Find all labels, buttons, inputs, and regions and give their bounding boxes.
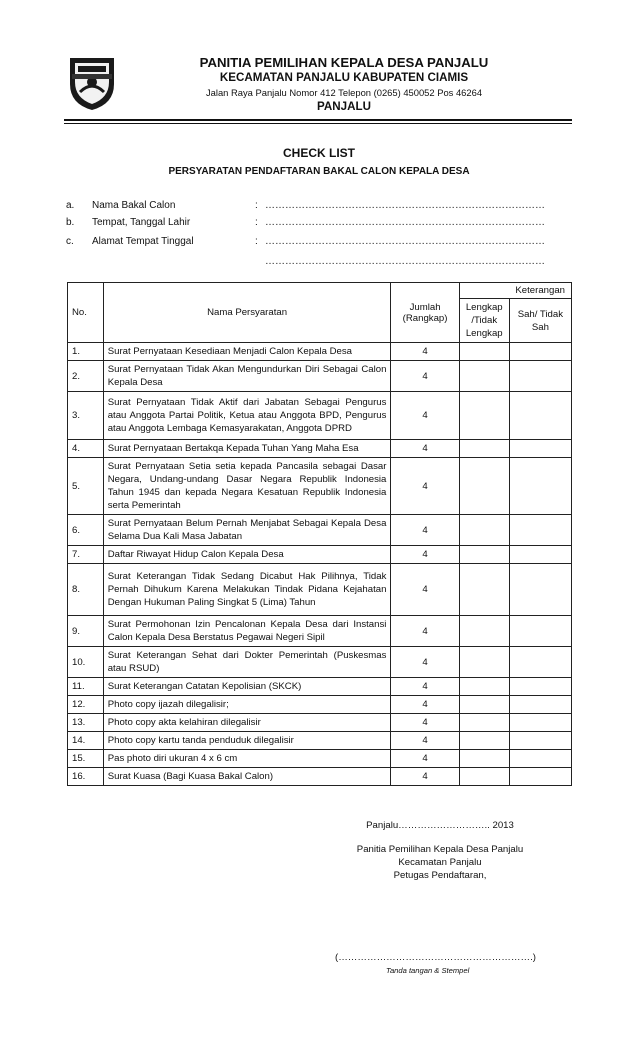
table-row (68, 750, 572, 768)
lengkap-check-cell[interactable] (459, 343, 509, 361)
sah-check-cell[interactable] (509, 392, 571, 440)
requirement-jumlah: 4 (391, 750, 459, 768)
table-row (68, 440, 572, 458)
row-number: 6. (68, 515, 104, 546)
row-number: 15. (68, 750, 104, 768)
requirement-jumlah: 4 (391, 564, 459, 616)
field-dots: ………………………………………………………………………… (265, 236, 545, 247)
requirement-name: Surat Pernyataan Kesediaan Menjadi Calon Kepala Desa (103, 343, 391, 361)
header-rule-thin (64, 123, 572, 124)
requirements-table (67, 282, 572, 786)
sah-check-cell[interactable] (509, 440, 571, 458)
requirement-name: Surat Pernyataan Tidak Akan Mengundurkan Diri Sebagai Calon Kepala Desa (103, 361, 391, 392)
footer-date: Panjalu……………………….. 2013 (366, 820, 514, 831)
field-letter: b. (66, 217, 75, 228)
table-row (68, 546, 572, 564)
lengkap-check-cell[interactable] (459, 647, 509, 678)
requirement-jumlah: 4 (391, 732, 459, 750)
requirement-jumlah: 4 (391, 392, 459, 440)
requirement-jumlah: 4 (391, 440, 459, 458)
document-title: CHECK LIST (283, 146, 355, 160)
row-number: 10. (68, 647, 104, 678)
table-row (68, 616, 572, 647)
field-letter: c. (66, 236, 74, 247)
row-number: 14. (68, 732, 104, 750)
requirement-name: Photo copy ijazah dilegalisir; (103, 696, 391, 714)
requirement-jumlah: 4 (391, 515, 459, 546)
lengkap-check-cell[interactable] (459, 768, 509, 786)
sah-check-cell[interactable] (509, 343, 571, 361)
table-row (68, 768, 572, 786)
sah-check-cell[interactable] (509, 696, 571, 714)
field-nama[interactable] (66, 200, 545, 211)
table-row (68, 678, 572, 696)
row-number: 3. (68, 392, 104, 440)
sah-check-cell[interactable] (509, 750, 571, 768)
requirement-jumlah: 4 (391, 678, 459, 696)
field-alamat-continuation: ………………………………………………………………………… (265, 256, 545, 267)
row-number: 9. (68, 616, 104, 647)
signature-line[interactable]: (…………………………………………………….) (335, 952, 536, 963)
header-address: Jalan Raya Panjalu Nomor 412 Telepon (0265) 450052 Pos 46264 (205, 87, 483, 98)
table-header-row (68, 283, 572, 299)
table-row (68, 714, 572, 732)
header-title: PANITIA PEMILIHAN KEPALA DESA PANJALU (199, 55, 489, 70)
sah-check-cell[interactable] (509, 564, 571, 616)
requirement-jumlah: 4 (391, 546, 459, 564)
requirement-name: Pas photo diri ukuran 4 x 6 cm (103, 750, 391, 768)
row-number: 8. (68, 564, 104, 616)
col-header-name: Nama Persyaratan (103, 283, 391, 343)
lengkap-check-cell[interactable] (459, 440, 509, 458)
sah-check-cell[interactable] (509, 458, 571, 515)
footer-org-2: Kecamatan Panjalu (398, 857, 482, 868)
sah-check-cell[interactable] (509, 768, 571, 786)
lengkap-check-cell[interactable] (459, 458, 509, 515)
lengkap-check-cell[interactable] (459, 714, 509, 732)
requirement-jumlah: 4 (391, 714, 459, 732)
lengkap-check-cell[interactable] (459, 361, 509, 392)
row-number: 16. (68, 768, 104, 786)
table-row (68, 458, 572, 515)
row-number: 2. (68, 361, 104, 392)
document-subtitle: PERSYARATAN PENDAFTARAN BAKAL CALON KEPALA DESA (168, 166, 470, 177)
lengkap-check-cell[interactable] (459, 750, 509, 768)
col-header-lengkap: Lengkap /Tidak Lengkap (459, 299, 509, 343)
lengkap-check-cell[interactable] (459, 392, 509, 440)
requirement-name: Surat Kuasa (Bagi Kuasa Bakal Calon) (103, 768, 391, 786)
field-label: Tempat, Tanggal Lahir (92, 217, 191, 228)
requirement-name: Surat Keterangan Tidak Sedang Dicabut Hak Pilihnya, Tidak Pernah Dihukum Karena Melakukan Tindak Pidana Kejahatan Dengan Hukuman Paling Singkat 5 (Lima) Tahun (103, 564, 391, 616)
field-label: Nama Bakal Calon (92, 200, 176, 211)
requirement-name: Surat Pernyataan Tidak Aktif dari Jabatan Sebagai Pengurus atau Anggota Partai Politik, Ketua atau Anggota BPD, Pengurus atau Anggota Lembaga Kemasyarakatan, Anggota DPRD (103, 392, 391, 440)
row-number: 13. (68, 714, 104, 732)
requirement-jumlah: 4 (391, 696, 459, 714)
sah-check-cell[interactable] (509, 361, 571, 392)
requirement-name: Surat Pernyataan Belum Pernah Menjabat Sebagai Kepala Desa Selama Dua Kali Masa Jabatan (103, 515, 391, 546)
requirement-jumlah: 4 (391, 647, 459, 678)
sah-check-cell[interactable] (509, 515, 571, 546)
col-header-sah: Sah/ Tidak Sah (509, 299, 571, 343)
field-colon: : (255, 217, 258, 228)
footer-org-3: Petugas Pendaftaran, (393, 870, 487, 881)
col-header-keterangan: Keterangan (459, 283, 571, 299)
requirement-name: Surat Pernyataan Setia setia kepada Pancasila sebagai Dasar Negara, Undang-undang Dasar Negara Republik Indonesia Tahun 1945 dan kepada Negara Kesatuan Republik Indonesia serta Pemerintah (103, 458, 391, 515)
requirement-jumlah: 4 (391, 343, 459, 361)
lengkap-check-cell[interactable] (459, 616, 509, 647)
requirement-jumlah: 4 (391, 361, 459, 392)
requirement-jumlah: 4 (391, 768, 459, 786)
field-alamat[interactable] (66, 236, 545, 247)
requirement-name: Surat Keterangan Catatan Kepolisian (SKCK) (103, 678, 391, 696)
requirement-name: Photo copy akta kelahiran dilegalisir (103, 714, 391, 732)
requirement-name: Surat Permohonan Izin Pencalonan Kepala Desa dari Instansi Calon Kepala Desa Berstatus Pegawai Negeri Sipil (103, 616, 391, 647)
table-row (68, 564, 572, 616)
lengkap-check-cell[interactable] (459, 564, 509, 616)
table-row (68, 361, 572, 392)
requirement-name: Surat Keterangan Sehat dari Dokter Pemerintah (Puskesmas atau RSUD) (103, 647, 391, 678)
field-letter: a. (66, 200, 75, 211)
signature-note: Tanda tangan & Stempel (386, 966, 470, 975)
lengkap-check-cell[interactable] (459, 696, 509, 714)
row-number: 12. (68, 696, 104, 714)
header-rule-thick (64, 119, 572, 121)
header-city: PANJALU (317, 100, 371, 113)
table-row (68, 343, 572, 361)
lengkap-check-cell[interactable] (459, 678, 509, 696)
col-header-no: No. (68, 283, 104, 343)
field-label: Alamat Tempat Tinggal (92, 236, 194, 247)
sah-check-cell[interactable] (509, 616, 571, 647)
row-number: 5. (68, 458, 104, 515)
header-subtitle: KECAMATAN PANJALU KABUPATEN CIAMIS (219, 71, 469, 84)
col-header-jumlah: Jumlah (Rangkap) (391, 283, 459, 343)
field-colon: : (255, 236, 258, 247)
requirement-jumlah: 4 (391, 616, 459, 647)
row-number: 11. (68, 678, 104, 696)
field-dots: ………………………………………………………………………… (265, 217, 545, 228)
sah-check-cell[interactable] (509, 546, 571, 564)
sah-check-cell[interactable] (509, 647, 571, 678)
sah-check-cell[interactable] (509, 678, 571, 696)
lengkap-check-cell[interactable] (459, 732, 509, 750)
table-row (68, 647, 572, 678)
requirement-jumlah: 4 (391, 458, 459, 515)
table-row (68, 732, 572, 750)
table-row (68, 696, 572, 714)
requirement-name: Daftar Riwayat Hidup Calon Kepala Desa (103, 546, 391, 564)
lengkap-check-cell[interactable] (459, 546, 509, 564)
table-row (68, 515, 572, 546)
field-colon: : (255, 200, 258, 211)
requirement-name: Photo copy kartu tanda penduduk dilegalisir (103, 732, 391, 750)
lengkap-check-cell[interactable] (459, 515, 509, 546)
field-dots: ………………………………………………………………………… (265, 200, 545, 211)
field-ttl[interactable] (66, 217, 545, 228)
footer-org-1: Panitia Pemilihan Kepala Desa Panjalu (356, 844, 524, 855)
row-number: 1. (68, 343, 104, 361)
requirement-name: Surat Pernyataan Bertakqa Kepada Tuhan Yang Maha Esa (103, 440, 391, 458)
sah-check-cell[interactable] (509, 714, 571, 732)
table-row (68, 392, 572, 440)
sah-check-cell[interactable] (509, 732, 571, 750)
row-number: 4. (68, 440, 104, 458)
row-number: 7. (68, 546, 104, 564)
